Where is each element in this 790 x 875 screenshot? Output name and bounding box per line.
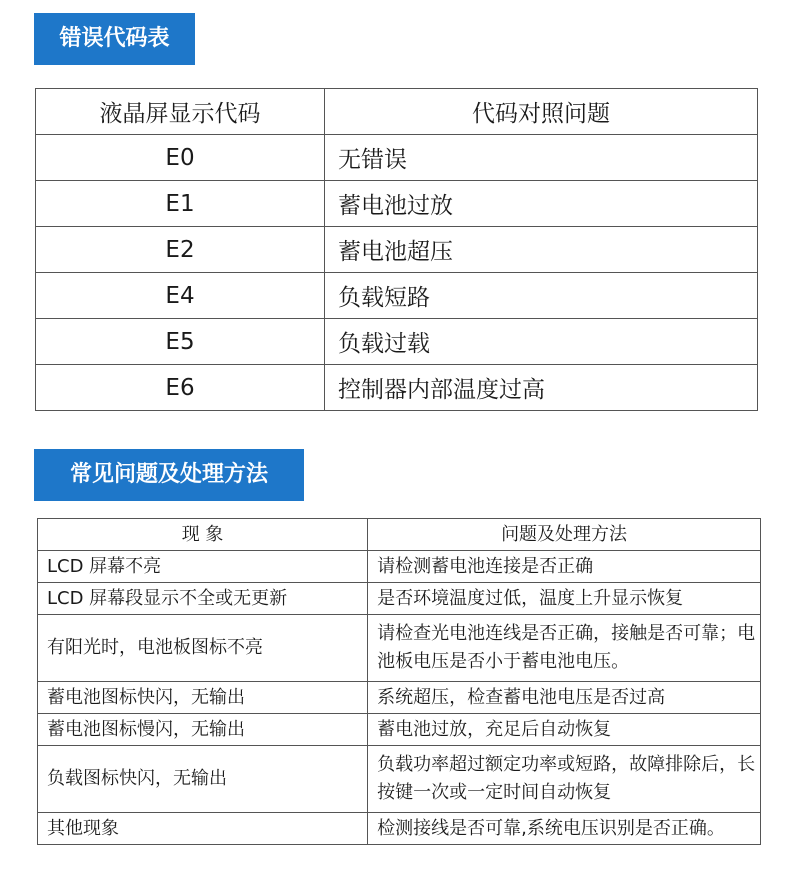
phenomenon-cell: 负载图标快闪，无输出 xyxy=(38,746,368,813)
column-header-lcd-code: 液晶屏显示代码 xyxy=(36,89,325,135)
table-row xyxy=(36,365,758,411)
error-code-cell: E4 xyxy=(36,273,325,319)
table-row xyxy=(38,583,761,615)
solution-cell: 是否环境温度过低，温度上升显示恢复 xyxy=(368,583,761,615)
table-row xyxy=(38,813,761,845)
table-row xyxy=(36,273,758,319)
table-header-row xyxy=(38,519,761,551)
phenomenon-cell: LCD 屏幕不亮 xyxy=(38,551,368,583)
solution-cell: 请检测蓄电池连接是否正确 xyxy=(368,551,761,583)
column-header-phenomenon: 现 象 xyxy=(38,519,368,551)
error-description-cell: 负载短路 xyxy=(325,273,758,319)
troubleshooting-table xyxy=(37,518,761,845)
solution-cell: 系统超压，检查蓄电池电压是否过高 xyxy=(368,682,761,714)
error-code-section-title: 错误代码表 xyxy=(34,13,195,65)
column-header-problem: 代码对照问题 xyxy=(325,89,758,135)
table-row xyxy=(36,227,758,273)
error-code-cell: E1 xyxy=(36,181,325,227)
faq-section-title: 常见问题及处理方法 xyxy=(34,449,304,501)
error-description-cell: 蓄电池超压 xyxy=(325,227,758,273)
table-row xyxy=(36,181,758,227)
phenomenon-cell: 有阳光时，电池板图标不亮 xyxy=(38,615,368,682)
table-row xyxy=(36,135,758,181)
error-code-table xyxy=(35,88,758,411)
solution-cell: 蓄电池过放，充足后自动恢复 xyxy=(368,714,761,746)
table-row xyxy=(38,746,761,813)
table-row xyxy=(38,615,761,682)
phenomenon-cell: LCD 屏幕段显示不全或无更新 xyxy=(38,583,368,615)
phenomenon-cell: 蓄电池图标快闪，无输出 xyxy=(38,682,368,714)
phenomenon-cell: 其他现象 xyxy=(38,813,368,845)
phenomenon-cell: 蓄电池图标慢闪，无输出 xyxy=(38,714,368,746)
solution-cell: 负载功率超过额定功率或短路，故障排除后，长按键一次或一定时间自动恢复 xyxy=(368,746,761,813)
table-row xyxy=(38,714,761,746)
error-code-cell: E6 xyxy=(36,365,325,411)
table-header-row xyxy=(36,89,758,135)
column-header-solution: 问题及处理方法 xyxy=(368,519,761,551)
error-description-cell: 负载过载 xyxy=(325,319,758,365)
table-row xyxy=(36,319,758,365)
error-code-cell: E0 xyxy=(36,135,325,181)
error-description-cell: 蓄电池过放 xyxy=(325,181,758,227)
error-description-cell: 控制器内部温度过高 xyxy=(325,365,758,411)
solution-cell: 检测接线是否可靠,系统电压识别是否正确。 xyxy=(368,813,761,845)
error-code-cell: E5 xyxy=(36,319,325,365)
table-row xyxy=(38,682,761,714)
table-row xyxy=(38,551,761,583)
error-code-cell: E2 xyxy=(36,227,325,273)
solution-cell: 请检查光电池连线是否正确，接触是否可靠；电池板电压是否小于蓄电池电压。 xyxy=(368,615,761,682)
error-description-cell: 无错误 xyxy=(325,135,758,181)
